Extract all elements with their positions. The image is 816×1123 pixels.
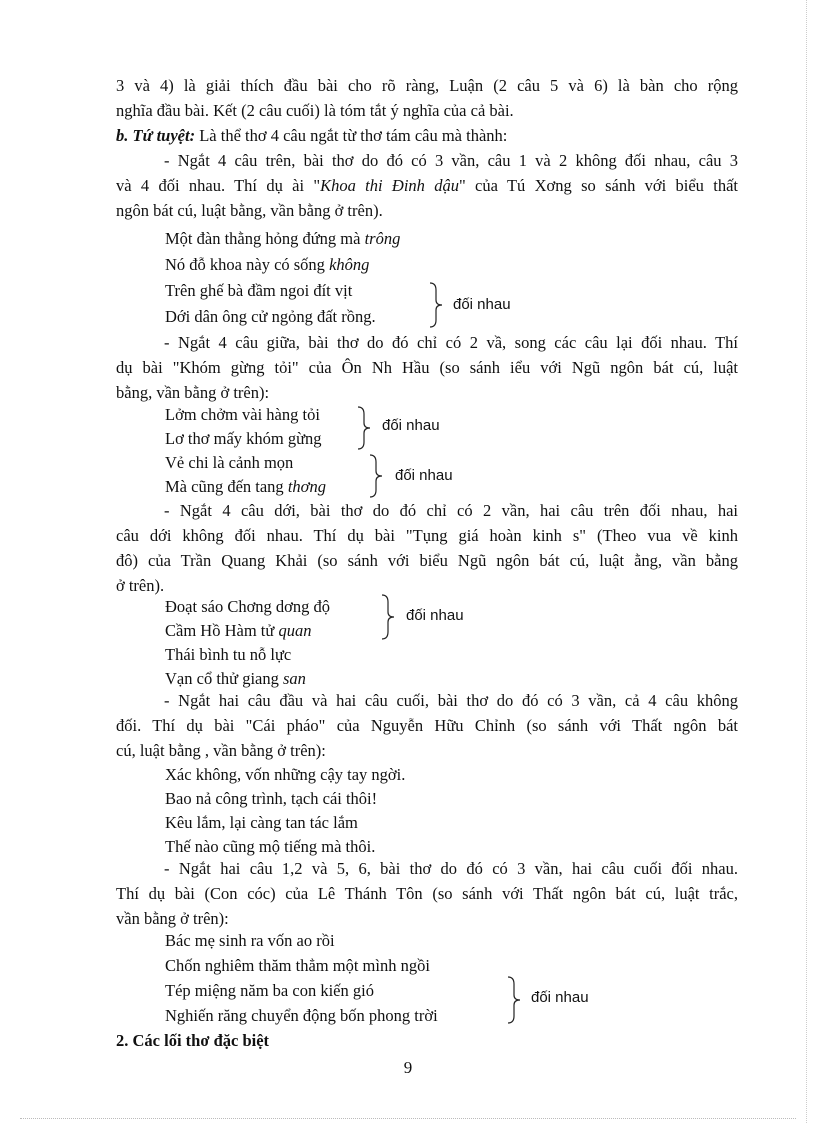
verse-line: Bác mẹ sinh ra vốn ao rồi [165,931,335,950]
paragraph-line: vần bằng ở trên): [116,909,229,928]
paragraph-text: và 4 đối nhau. Thí dụ ài " [116,176,321,195]
pairing-note: đối nhau [453,296,511,313]
paragraph-line [116,175,738,197]
paragraph-line: - Ngắt hai câu 1,2 và 5, 6, bài thơ do đó có 3 vần, hai câu cuối đối nhau. [164,859,738,878]
brace-icon [356,406,372,450]
verse-rhyme: thơng [287,477,326,496]
section-heading: 2. Các lối thơ đặc biệt [116,1031,270,1050]
section-b-line [116,125,507,147]
paragraph-line: ngôn bát cú, luật bằng, vần bằng ở trên). [116,201,383,220]
verse-rhyme: trông [364,229,401,248]
verse-line: Thái bình tu nỗ lực [165,645,292,664]
verse-line: Lởm chởm vài hàng tỏi [165,405,320,424]
paragraph-line: dụ bài "Khóm gừng tỏi" của Ôn Nh Hầu (so sánh iểu với Ngũ ngôn bát cú, luật [116,358,738,377]
paragraph-line: - Ngắt 4 câu giữa, bài thơ do đó chỉ có 2 vầ, song các câu lại đối nhau. Thí [164,333,738,352]
verse-line [165,254,369,276]
verse-rhyme: san [283,669,306,688]
verse-line: Xác không, vốn những cậy tay ngời. [165,765,406,784]
verse-line: Nghiến răng chuyển động bốn phong trời [165,1006,438,1025]
paragraph-text: Là thể thơ 4 câu ngắt từ thơ tám câu mà thành: [199,126,508,145]
paragraph-text: " của Tú Xơng so sánh với biểu thất [459,176,738,195]
poem-title: Khoa thi Đinh dậu [320,176,459,195]
verse-line: Trên ghế bà đầm ngoi đít vịt [165,281,353,300]
verse-line [165,228,400,250]
verse-line: Chốn nghiêm thăm thẳm một mình ngồi [165,956,430,975]
verse-text: Nó đỗ khoa này có sống [165,255,330,274]
brace-icon [428,282,444,328]
paragraph-line: Thí dụ bài (Con cóc) của Lê Thánh Tôn (so sánh với Thất ngôn bát cú, luật trắc, [116,884,738,903]
paragraph-line: - Ngắt 4 câu dới, bài thơ do đó chỉ có 2 vần, hai câu trên đối nhau, hai [164,501,738,520]
verse-line: Đoạt sáo Chơng dơng độ [165,597,331,616]
paragraph-line: đô) của Trần Quang Khải (so sánh với biểu Ngũ ngôn bát cú, luật ằng, vần bằng [116,551,738,570]
verse-rhyme: quan [278,621,312,640]
verse-line: Tép miệng năm ba con kiến gió [165,981,374,1000]
verse-line: Dới dân ông cử ngỏng đất rồng. [165,307,376,326]
verse-text: Cầm Hồ Hàm tử [165,621,279,640]
pairing-note: đối nhau [531,989,589,1006]
brace-icon [380,594,396,640]
paragraph-line: cú, luật bằng , vần bằng ở trên): [116,741,326,760]
brace-icon [506,976,522,1024]
paragraph-line: nghĩa đầu bài. Kết (2 câu cuối) là tóm tắt ý nghĩa của cả bài. [116,101,514,120]
verse-line: Thế nào cũng mộ tiếng mà thôi. [165,837,376,856]
verse-line [165,668,306,690]
paragraph-line: ở trên). [116,576,165,595]
verse-line: Vẻ chi là cảnh mọn [165,453,294,472]
section-heading: b. Tứ tuyệt: [116,126,196,145]
verse-text: Mà cũng đến tang [165,477,288,496]
paragraph-line: - Ngắt hai câu đầu và hai câu cuối, bài thơ do đó có 3 vần, cả 4 câu không [164,691,738,710]
pairing-note: đối nhau [395,467,453,484]
pairing-note: đối nhau [406,607,464,624]
footer-divider [20,1118,796,1119]
verse-line [165,620,311,642]
paragraph-line: bằng, vần bằng ở trên): [116,383,270,402]
paragraph-line: đối. Thí dụ bài "Cái pháo" của Nguyễn Hữu Chỉnh (so sánh với Thất ngôn bát [116,716,738,735]
paragraph-line: 3 và 4) là giải thích đầu bài cho rõ ràng, Luận (2 câu 5 và 6) là bàn cho rộng [116,76,738,95]
verse-text: Một đàn thằng hỏng đứng mà [165,229,365,248]
verse-text: Vạn cổ thử giang [165,669,283,688]
paragraph-line: câu dới không đối nhau. Thí dụ bài "Tụng giá hoàn kinh s" (Theo vua về kinh [116,526,738,545]
margin-divider [806,0,807,1123]
verse-line: Bao nả công trình, tạch cái thôi! [165,789,378,808]
page-number: 9 [403,1058,413,1077]
brace-icon [368,454,384,498]
verse-line: Lơ thơ mấy khóm gừng [165,429,322,448]
paragraph-line: - Ngắt 4 câu trên, bài thơ do đó có 3 vần, câu 1 và 2 không đối nhau, câu 3 [164,151,738,170]
pairing-note: đối nhau [382,417,440,434]
verse-line: Kêu lắm, lại càng tan tác lắm [165,813,358,832]
verse-rhyme: không [329,255,370,274]
verse-line [165,476,326,498]
